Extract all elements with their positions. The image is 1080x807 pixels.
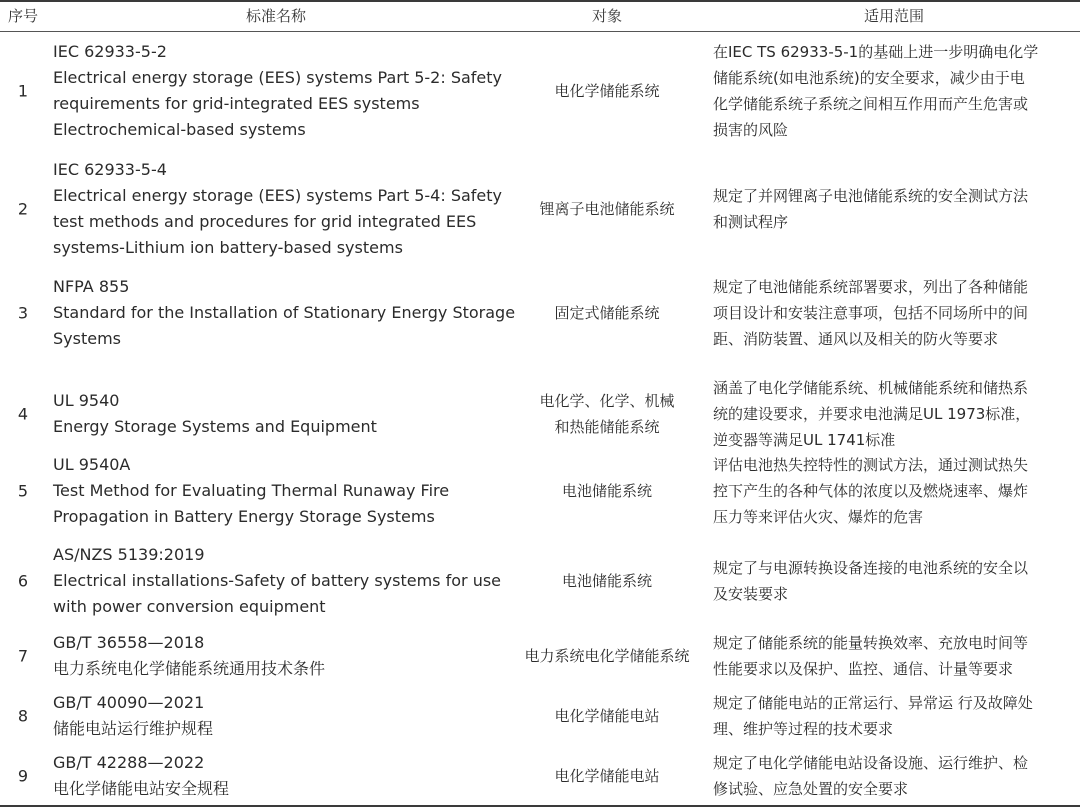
cell-serial-number: 1	[17, 81, 29, 101]
cell-scope	[713, 452, 1075, 530]
cell-scope-line: 距、消防装置、通风以及相关的防火等要求	[713, 330, 999, 348]
cell-standard-name-line: GB/T 40090—2021	[53, 693, 205, 712]
table-row	[0, 541, 1080, 621]
table-row	[0, 451, 1080, 531]
cell-scope-line: 性能要求以及保护、监控、通信、计量等要求	[713, 660, 1014, 678]
cell-scope-line: 修试验、应急处置的安全要求	[713, 780, 909, 798]
cell-scope-line: 规定了电池储能系统部署要求，列出了各种储能	[713, 278, 1029, 296]
table-row	[0, 38, 1080, 144]
cell-standard-name-line: systems-Lithium ion battery-based systems	[53, 238, 403, 257]
cell-standard-name-line: Propagation in Battery Energy Storage Systems	[53, 507, 435, 526]
cell-standard-name-line: with power conversion equipment	[53, 597, 326, 616]
cell-standard-name-line: GB/T 42288—2022	[53, 753, 205, 772]
cell-scope-line: 规定了储能系统的能量转换效率、充放电时间等	[713, 634, 1029, 652]
cell-standard-name	[53, 452, 503, 530]
cell-object-line: 固定式储能系统	[554, 304, 660, 322]
cell-serial-number: 6	[17, 571, 29, 591]
cell-object-line: 锂离子电池储能系统	[539, 200, 675, 218]
cell-scope-line: 及安装要求	[713, 585, 789, 603]
header-scope: 适用范围	[863, 7, 924, 25]
cell-object	[506, 300, 708, 326]
cell-standard-name	[53, 274, 516, 352]
cell-scope-line: 储能系统(如电池系统)的安全要求，减少由于电	[713, 69, 1025, 87]
cell-scope-line: 化学储能系统子系统之间相互作用而产生危害或	[713, 95, 1029, 113]
cell-scope	[713, 375, 1075, 453]
table-row	[0, 629, 1080, 683]
cell-standard-name-line: UL 9540A	[53, 455, 131, 474]
cell-standard-name-line: 储能电站运行维护规程	[53, 719, 214, 738]
cell-standard-name	[53, 39, 503, 143]
table-row	[0, 749, 1080, 803]
cell-scope	[713, 274, 1075, 352]
cell-scope-line: 损害的风险	[713, 121, 789, 139]
cell-scope-line: 逆变器等满足UL 1741标准	[713, 431, 896, 449]
cell-standard-name-line: Test Method for Evaluating Thermal Runaway Fire	[53, 481, 450, 500]
cell-standard-name	[53, 750, 503, 802]
cell-object-line: 电化学储能电站	[554, 707, 660, 725]
cell-standard-name-line: 电力系统电化学储能系统通用技术条件	[53, 659, 326, 678]
cell-standard-name-line: GB/T 36558—2018	[53, 633, 205, 652]
cell-standard-name	[53, 690, 503, 742]
cell-standard-name-line: IEC 62933-5-4	[53, 160, 167, 179]
cell-object-line: 电化学储能系统	[554, 82, 660, 100]
cell-serial-number: 8	[17, 706, 29, 726]
cell-scope-line: 规定了储能电站的正常运行、异常运 行及故障处	[713, 694, 1033, 712]
header-standard-name: 标准名称	[245, 7, 306, 25]
cell-scope-line: 在IEC TS 62933-5-1的基础上进一步明确电化学	[713, 43, 1039, 61]
cell-scope-line: 压力等来评估火灾、爆炸的危害	[713, 508, 924, 526]
cell-scope-line: 涵盖了电化学储能系统、机械储能系统和储热系	[713, 379, 1029, 397]
cell-object	[506, 643, 708, 669]
header-serial-number: 序号	[7, 7, 38, 25]
cell-standard-name-line: Systems	[53, 329, 121, 348]
cell-object-line: 电池储能系统	[561, 572, 652, 590]
cell-standard-name-line: 电化学储能电站安全规程	[53, 779, 230, 798]
cell-scope	[713, 750, 1075, 802]
cell-serial-number: 5	[17, 481, 29, 501]
cell-serial-number: 4	[17, 404, 29, 424]
cell-standard-name-line: Energy Storage Systems and Equipment	[53, 417, 377, 436]
cell-standard-name-line: Standard for the Installation of Stationary Energy Storage	[53, 303, 516, 322]
cell-scope-line: 评估电池热失控特性的测试方法，通过测试热失	[713, 456, 1029, 474]
cell-object-line: 电化学、化学、机械	[539, 392, 675, 410]
header-object: 对象	[591, 7, 622, 25]
cell-object	[506, 78, 708, 104]
table-row	[0, 689, 1080, 743]
cell-scope	[713, 690, 1075, 742]
table-row	[0, 374, 1080, 454]
cell-scope-line: 规定了并网锂离子电池储能系统的安全测试方法	[713, 187, 1029, 205]
cell-object	[506, 703, 708, 729]
cell-serial-number: 7	[17, 646, 29, 666]
cell-standard-name-line: AS/NZS 5139:2019	[53, 545, 205, 564]
cell-standard-name-line: Electrical energy storage (EES) systems Part 5-2: Safety	[53, 68, 502, 87]
cell-standard-name-line: Electrical installations-Safety of battery systems for use	[53, 571, 502, 590]
cell-object	[506, 388, 708, 440]
cell-object	[506, 196, 708, 222]
cell-scope-line: 规定了电化学储能电站设备设施、运行维护、检	[713, 754, 1029, 772]
cell-scope-line: 统的建设要求，并要求电池满足UL 1973标准，	[713, 405, 1031, 423]
cell-object	[506, 568, 708, 594]
table-row	[0, 273, 1080, 353]
cell-scope	[713, 183, 1075, 235]
cell-standard-name	[53, 630, 503, 682]
cell-serial-number: 2	[17, 199, 29, 219]
cell-standard-name	[53, 388, 503, 440]
cell-standard-name	[53, 542, 503, 620]
cell-scope-line: 和测试程序	[713, 213, 789, 231]
cell-standard-name	[53, 157, 503, 261]
cell-standard-name-line: Electrical energy storage (EES) systems Part 5-4: Safety	[53, 186, 502, 205]
cell-scope-line: 理、维护等过程的技术要求	[713, 720, 894, 738]
cell-standard-name-line: Electrochemical-based systems	[53, 120, 306, 139]
cell-object	[506, 478, 708, 504]
cell-scope-line: 规定了与电源转换设备连接的电池系统的安全以	[713, 559, 1029, 577]
cell-standard-name-line: test methods and procedures for grid integrated EES	[53, 212, 477, 231]
cell-scope	[713, 39, 1075, 143]
cell-standard-name-line: UL 9540	[53, 391, 120, 410]
cell-object-line: 电池储能系统	[561, 482, 652, 500]
cell-scope-line: 控下产生的各种气体的浓度以及燃烧速率、爆炸	[713, 482, 1029, 500]
cell-standard-name-line: NFPA 855	[53, 277, 130, 296]
cell-serial-number: 9	[17, 766, 29, 786]
cell-object	[506, 763, 708, 789]
cell-scope	[713, 555, 1075, 607]
table-header-rule	[0, 31, 1080, 32]
cell-object-line: 电力系统电化学储能系统	[524, 647, 690, 665]
cell-standard-name-line: IEC 62933-5-2	[53, 42, 167, 61]
cell-serial-number: 3	[17, 303, 29, 323]
cell-object-line: 和热能储能系统	[554, 418, 660, 436]
cell-standard-name-line: requirements for grid-integrated EES systems	[53, 94, 420, 113]
cell-object-line: 电化学储能电站	[554, 767, 660, 785]
table-row	[0, 156, 1080, 262]
cell-scope-line: 项目设计和安装注意事项，包括不同场所中的间	[713, 304, 1029, 322]
cell-scope	[713, 630, 1075, 682]
